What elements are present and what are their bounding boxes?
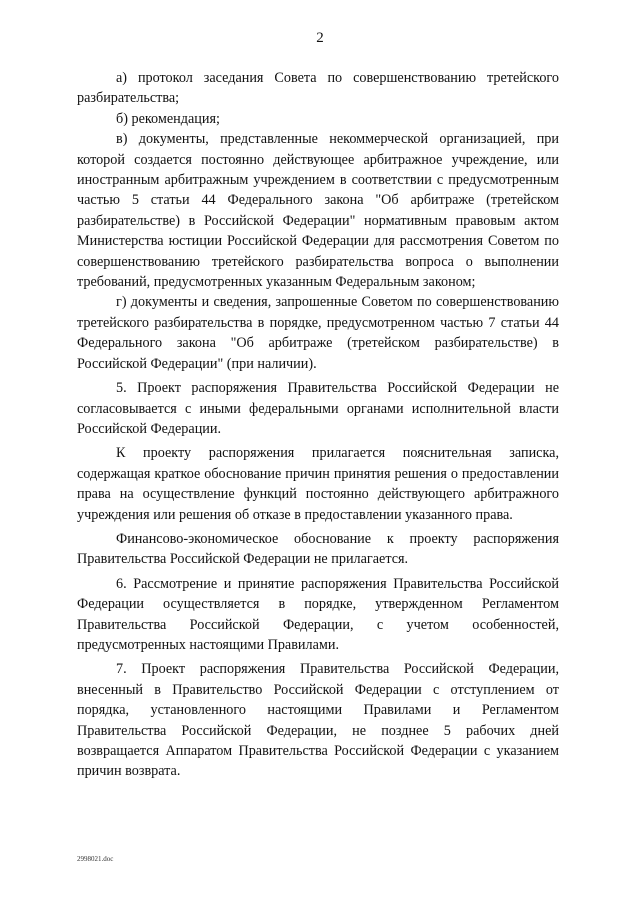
document-body (77, 68, 559, 782)
paragraph-item-7: 7. Проект распоряжения Правительства Российской Федерации, внесенный в Правительство Российской Федерации с отступлением от порядка, установленного настоящими Правилами и Регламентом Правительства Российской Федерации, не позднее 5 рабочих дней возвращается Аппаратом Правительства Российской Федерации с указанием причин возврата. (77, 661, 559, 780)
paragraph-documents-info: г) документы и сведения, запрошенные Советом по совершенствованию третейского разбирательства в порядке, предусмотренном частью 7 статьи 44 Федерального закона "Об арбитраже (третейском разбирательстве) в Российской Федерации" (при наличии). (77, 294, 559, 372)
page-number: 2 (316, 30, 324, 46)
paragraph-item-6: 6. Рассмотрение и принятие распоряжения Правительства Российской Федерации осуществляется в порядке, утвержденном Регламентом Правительства Российской Федерации, с учетом особенностей, предусмотренных настоящими Правилами. (77, 575, 559, 653)
paragraph-documents: в) документы, представленные некоммерческой организацией, при которой создается постоянно действующее арбитражное учреждение, или иностранным арбитражным учреждением в соответствии с предусмотренным частью 5 статьи 44 Федерального закона "Об арбитраже (третейском разбирательстве) в Российской Федерации" нормативным правовым актом Министерства юстиции Российской Федерации для рассмотрения Советом по совершенствованию третейского разбирательства вопроса о выполнении требований, предусмотренных указанным Федеральным законом; (77, 131, 559, 291)
paragraph-recommendation: б) рекомендация; (116, 110, 220, 127)
paragraph-protocol: а) протокол заседания Совета по совершенствованию третейского разбирательства; (77, 70, 559, 107)
paragraph-explanatory-note: К проекту распоряжения прилагается пояснительная записка, содержащая краткое обоснование причин принятия решения о предоставлении права на осуществление функций постоянно действующего арбитражного учреждения или решения об отказе в предоставлении указанного права. (77, 445, 559, 523)
file-name-footer: 2998021.doc (77, 855, 114, 863)
paragraph-item-5: 5. Проект распоряжения Правительства Российской Федерации не согласовывается с иными федеральными органами исполнительной власти Российской Федерации. (77, 380, 559, 437)
paragraph-financial-justification: Финансово-экономическое обоснование к проекту распоряжения Правительства Российской Федерации не прилагается. (77, 530, 559, 568)
